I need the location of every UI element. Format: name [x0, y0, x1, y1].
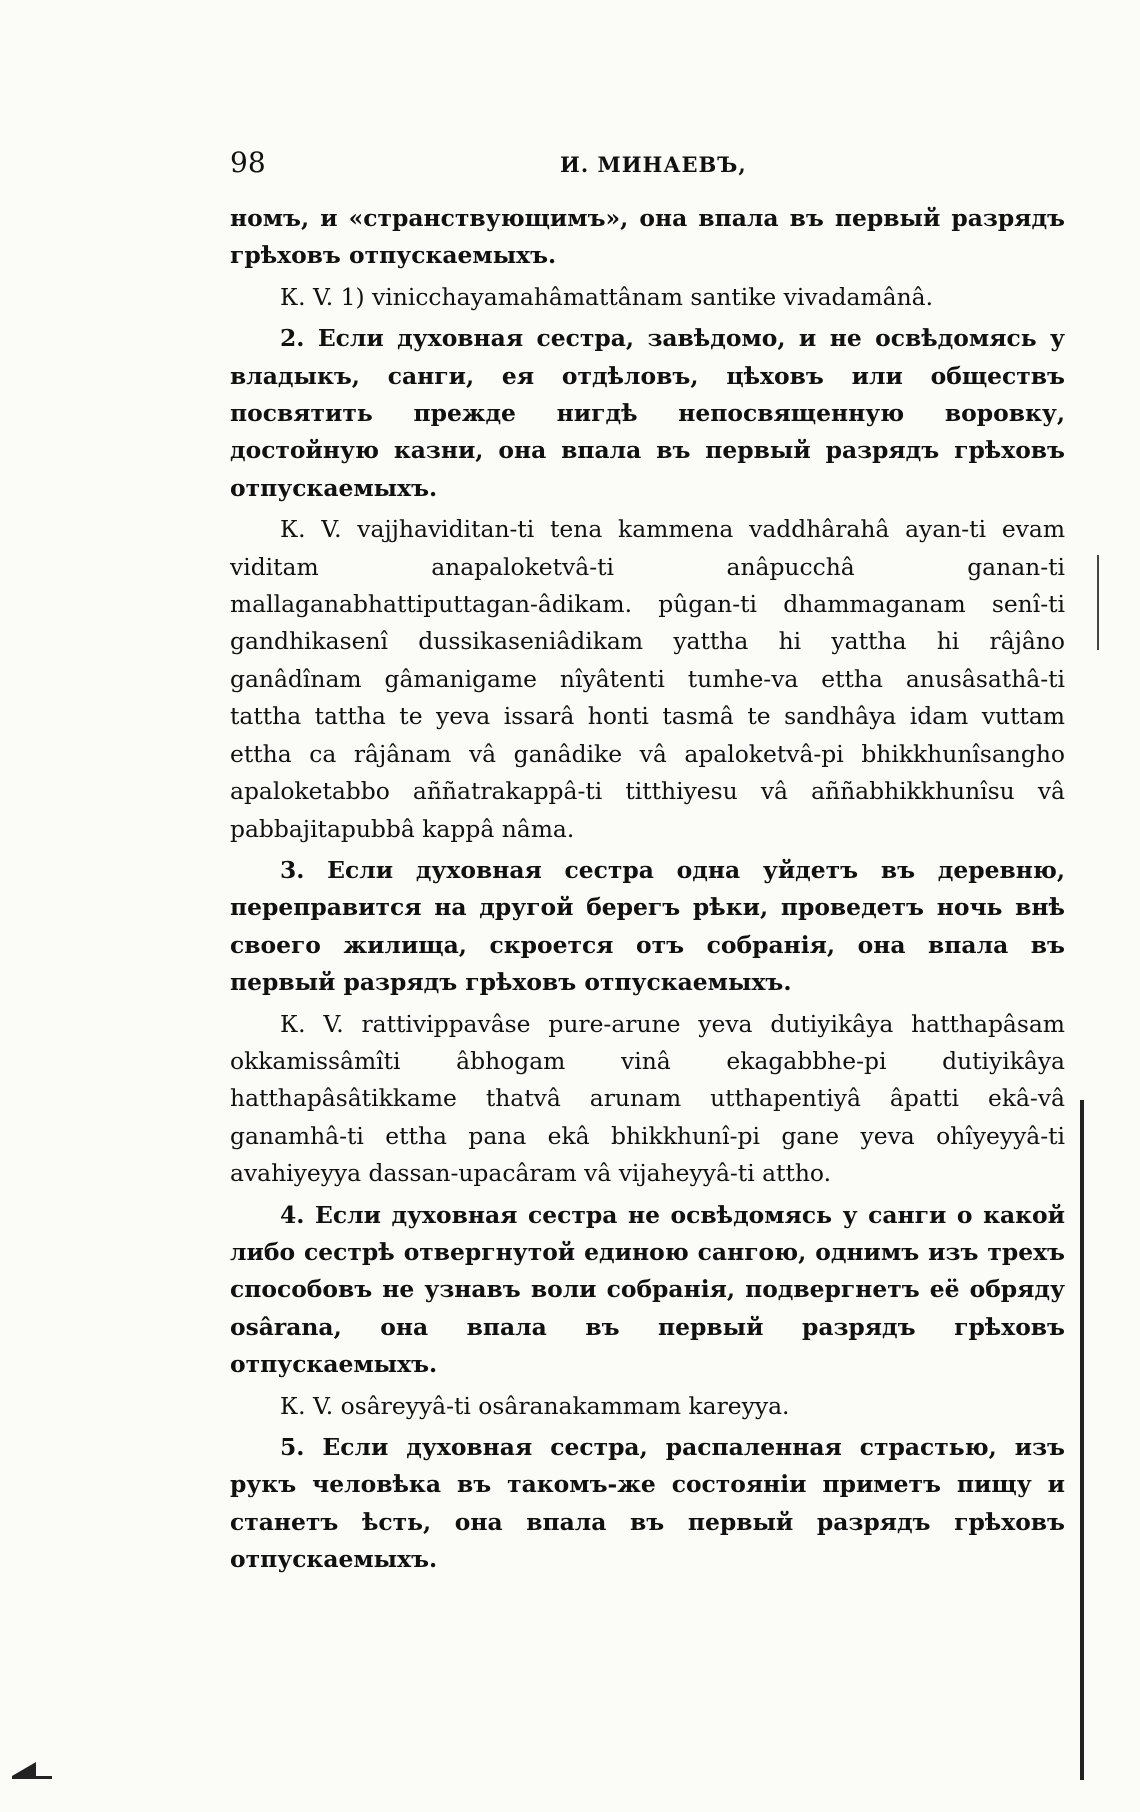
paragraph-rule-3: 3. Если духовная сестра одна уйдетъ въ деревню, переправится на другой берегъ рѣки, проведетъ ночь внѣ своего жилища, скроется отъ собранія, она впала въ первый разрядъ грѣховъ отпускаемыхъ. — [230, 855, 1065, 997]
running-head: И. МИНАЕВЪ, — [560, 152, 747, 177]
page-header — [230, 140, 1065, 200]
paragraph-kv-1: К. V. 1) vinicchayamahâmattânam santike vivadamânâ. — [280, 282, 934, 311]
paragraph-rule-5: 5. Если духовная сестра, распаленная страстью, изъ рукъ человѣка въ такомъ-же состояніи приметъ пищу и станетъ ѣсть, она впала въ первый разрядъ грѣховъ отпускаемыхъ. — [230, 1433, 1065, 1574]
paragraph-kv-2: К. V. vajjhaviditan-ti tena kammena vaddhârahâ ayan-ti evam viditam anapaloketvâ-ti anâpucchâ ganan-ti mallaganabhattiputtagan-âdikam. pûgan-ti dhammaganam senî-ti gandhikasenî dussikaseniâdikam yattha hi yattha hi râjâno ganâdînam gâmanigame nîyâtenti tumhe-va ettha anusâsathâ-ti tattha tattha te yeva issarâ honti tasmâ te sandhâya idam vuttam ettha ca râjânam vâ ganâdike vâ apaloketvâ-pi bhikkhunîsangho apaloketabbo aññatrakappâ-ti titthiyesu vâ aññabhikkhunîsu vâ pabbajitapubbâ kappâ nâma. — [230, 515, 1065, 843]
margin-line-long — [1080, 1100, 1084, 1780]
paragraph-continuation: номъ, и «странствующимъ», она впала въ первый разрядъ грѣховъ отпускаемыхъ. — [230, 204, 1065, 270]
margin-line — [1097, 555, 1099, 650]
page-body — [230, 140, 1065, 1579]
paragraph-kv-4: К. V. osâreyyâ-ti osâranakammam kareyya. — [280, 1391, 790, 1420]
corner-mark-bar — [12, 1776, 52, 1779]
page-number: 98 — [230, 146, 266, 179]
paragraph-rule-2: 2. Если духовная сестра, завѣдомо, и не освѣдомясь у владыкъ, санги, ея отдѣловъ, цѣховъ или обществъ посвятить прежде нигдѣ непосвященную воровку, достойную казни, она впала въ первый разрядъ грѣховъ отпускаемыхъ. — [230, 324, 1065, 502]
paragraph-kv-3: К. V. rattivippavâse pure-arune yeva dutiyikâya hatthapâsam okkamissâmîti âbhogam vinâ ekagabbhe-pi dutiyikâya hatthapâsâtikkame thatvâ arunam utthapentiyâ âpatti ekâ-vâ ganamhâ-ti ettha pana ekâ bhikkhunî-pi gane yeva ohîyeyyâ-ti avahiyeyya dassan-upacâram vâ vijaheyyâ-ti attho. — [230, 1009, 1065, 1188]
corner-mark-icon — [12, 1762, 36, 1776]
paragraph-rule-4: 4. Если духовная сестра не освѣдомясь у санги о какой либо сестрѣ отвергнутой единою сангою, однимъ изъ трехъ способовъ не узнавъ воли собранія, подвергнетъ её обряду osârana, она впала въ первый разрядъ грѣховъ отпускаемыхъ. — [230, 1200, 1065, 1379]
